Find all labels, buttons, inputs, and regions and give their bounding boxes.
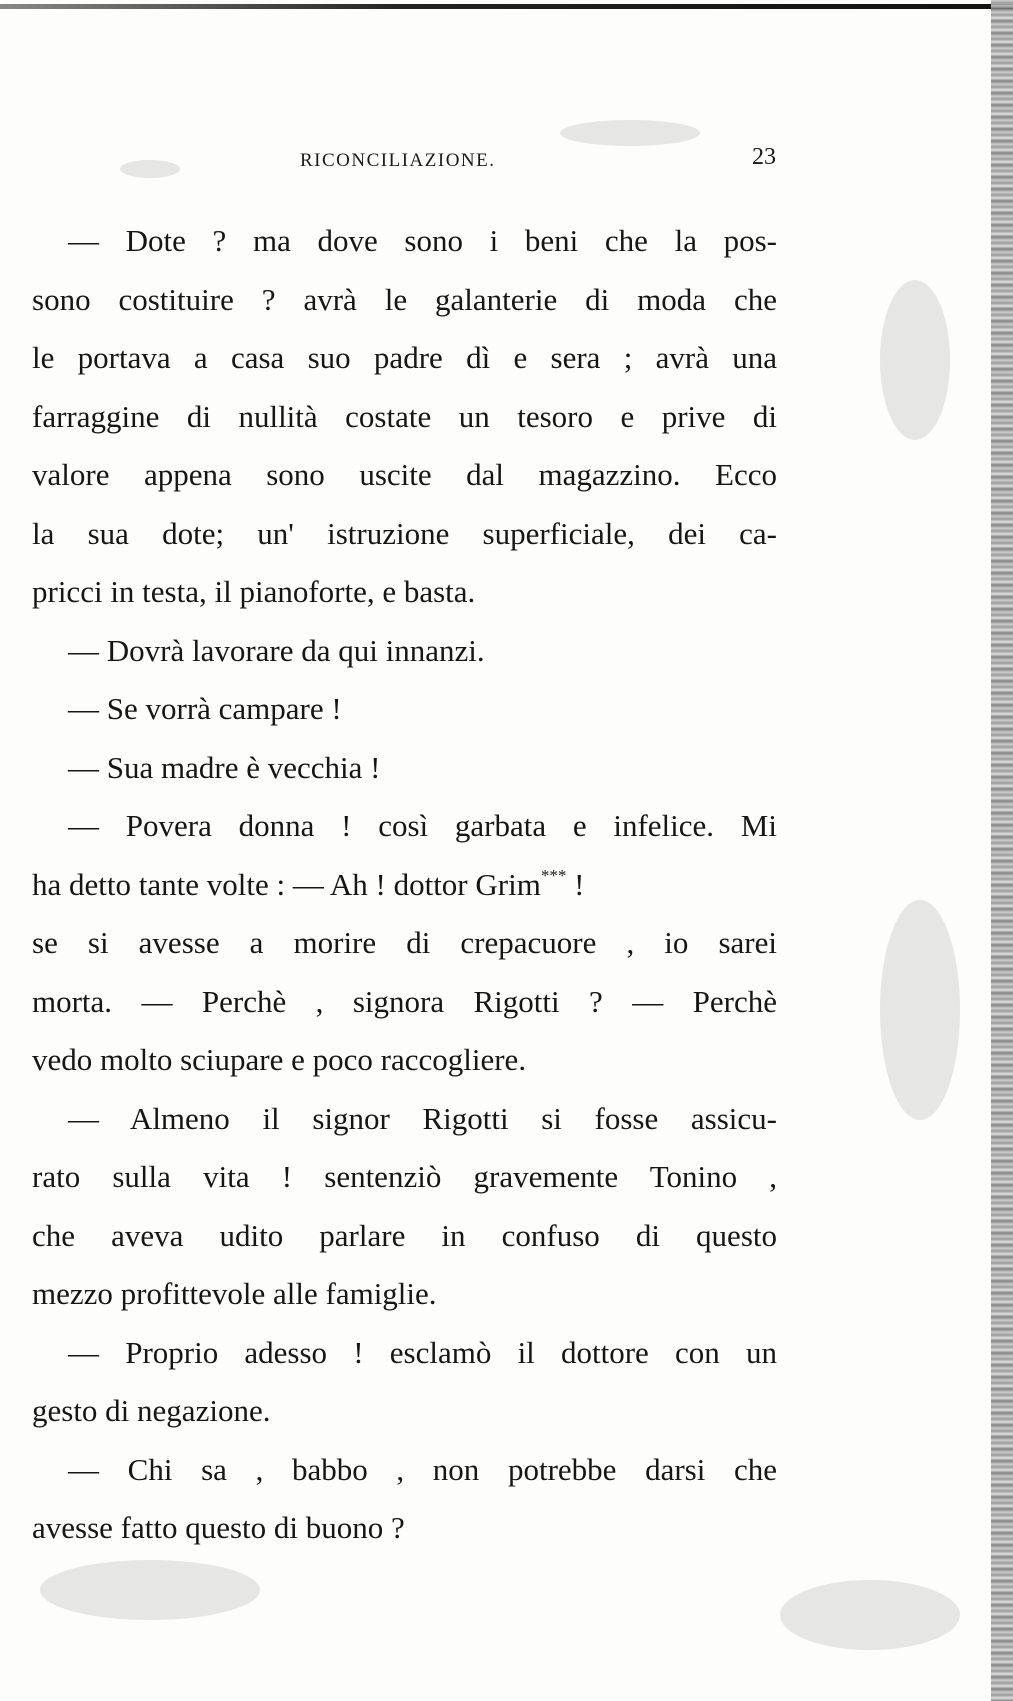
text-line-content: avesse fatto questo di buono ? bbox=[32, 1510, 405, 1545]
text-line-content: — Dovrà lavorare da qui innanzi. bbox=[68, 632, 485, 668]
text-line-content: vedo molto sciupare e poco raccogliere. bbox=[32, 1042, 527, 1077]
running-title: RICONCILIAZIONE. bbox=[300, 150, 496, 171]
text-line-content: morta. — Perchè , signora Rigotti ? — Perchè bbox=[32, 983, 777, 1019]
text-line-content: — Chi sa , babbo , non potrebbe darsi che bbox=[68, 1451, 777, 1487]
text-line bbox=[32, 1441, 777, 1500]
text-line bbox=[32, 856, 777, 915]
text-line bbox=[32, 388, 777, 447]
text-line bbox=[32, 271, 777, 330]
scan-speckle bbox=[560, 120, 700, 146]
text-line-content: rato sulla vita ! sentenziò gravemente Tonino , bbox=[32, 1159, 777, 1194]
text-line bbox=[32, 329, 777, 388]
text-line bbox=[32, 1031, 777, 1090]
text-line-content: — Almeno il signor Rigotti si fosse assicu- bbox=[68, 1100, 777, 1136]
text-line bbox=[32, 1090, 777, 1149]
text-line bbox=[32, 505, 777, 564]
text-line bbox=[32, 680, 777, 739]
scan-right-edge bbox=[991, 0, 1013, 1701]
text-line-content: — Dote ? ma dove sono i beni che la pos- bbox=[68, 223, 777, 258]
text-line bbox=[32, 622, 777, 681]
text-line bbox=[32, 446, 777, 505]
page-top-edge bbox=[0, 4, 1013, 9]
text-line-content: la sua dote; un' istruzione superficiale, dei ca- bbox=[32, 515, 777, 551]
text-line bbox=[32, 914, 777, 973]
text-line bbox=[32, 1265, 777, 1324]
page-header bbox=[0, 144, 1013, 180]
text-line bbox=[32, 973, 777, 1032]
text-line-content: farraggine di nullità costate un tesoro e prive di bbox=[32, 398, 777, 434]
text-line-content: mezzo profittevole alle famiglie. bbox=[32, 1276, 437, 1311]
text-line bbox=[32, 739, 777, 798]
text-line-content: valore appena sono uscite dal magazzino. Ecco bbox=[32, 457, 777, 492]
text-line bbox=[32, 1148, 777, 1207]
text-line-content: — Se vorrà campare ! bbox=[68, 691, 342, 726]
text-line-content: gesto di negazione. bbox=[32, 1393, 271, 1428]
scan-speckle bbox=[780, 1580, 960, 1650]
text-line bbox=[32, 1207, 777, 1266]
text-line-content: sono costituire ? avrà le galanterie di moda che bbox=[32, 281, 777, 317]
text-line-content: pricci in testa, il pianoforte, e basta. bbox=[32, 574, 476, 609]
scan-speckle bbox=[40, 1560, 260, 1620]
text-line bbox=[32, 1499, 777, 1558]
text-line bbox=[32, 212, 777, 271]
text-line bbox=[32, 1324, 777, 1383]
text-line-content: se si avesse a morire di crepacuore , io sarei bbox=[32, 925, 777, 960]
text-line-content: ha detto tante volte : — Ah ! dottor Grim bbox=[32, 866, 541, 902]
body-text bbox=[32, 212, 777, 1558]
text-line bbox=[32, 797, 777, 856]
text-line-content: — Sua madre è vecchia ! bbox=[68, 749, 381, 785]
text-line bbox=[32, 1382, 777, 1441]
text-line-content: — Proprio adesso ! esclamò il dottore con un bbox=[68, 1334, 777, 1370]
text-line-content: — Povera donna ! così garbata e infelice. Mi bbox=[68, 808, 777, 843]
text-line-tail: ! bbox=[566, 866, 585, 902]
superscript-asterisks: *** bbox=[540, 865, 567, 885]
text-line-content: che aveva udito parlare in confuso di questo bbox=[32, 1217, 777, 1253]
page-number: 23 bbox=[752, 144, 776, 170]
scan-speckle bbox=[880, 900, 960, 1120]
scan-speckle bbox=[880, 280, 950, 440]
text-line bbox=[32, 563, 777, 622]
text-line-content: le portava a casa suo padre dì e sera ; avrà una bbox=[32, 340, 777, 375]
